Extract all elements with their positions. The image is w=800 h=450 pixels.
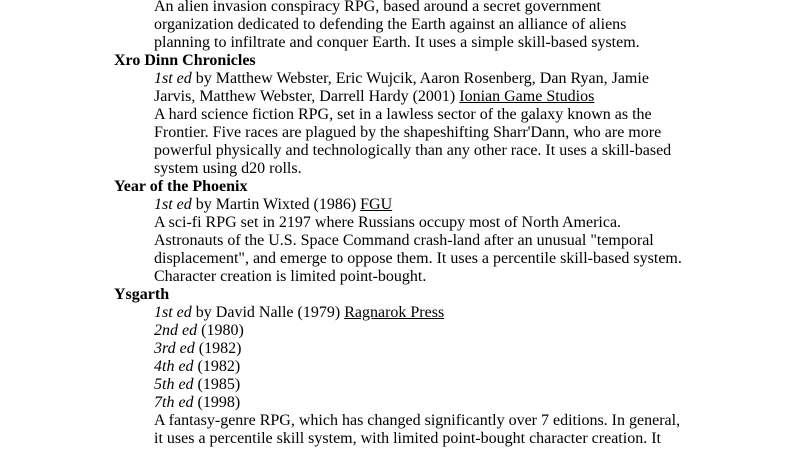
edition-credit-line	[154, 88, 694, 106]
edition-year: (1998)	[193, 394, 241, 411]
edition-line	[154, 394, 694, 412]
description-line: it uses a percentile skill system, with limited point-bought character creation. It	[154, 430, 661, 447]
description-line: A hard science fiction RPG, set in a lawless sector of the galaxy known as the	[154, 106, 652, 123]
credits-text: by David Nalle (1979)	[191, 304, 345, 321]
description-line: A fantasy-genre RPG, which has changed significantly over 7 editions. In general,	[154, 412, 681, 429]
edition-label: 2nd ed	[154, 322, 198, 339]
edition-label: 3rd ed	[154, 340, 195, 357]
description-line: Astronauts of the U.S. Space Command crash-land after an unusual "temporal	[154, 232, 654, 249]
entry-description	[154, 0, 694, 52]
description-line: system using d20 rolls.	[154, 160, 302, 177]
edition-line	[154, 340, 694, 358]
entry-body	[154, 196, 694, 286]
edition-year: (1980)	[197, 322, 244, 339]
description-line: displacement", and emerge to oppose them. It uses a percentile skill-based system.	[154, 250, 682, 267]
edition-line	[154, 322, 694, 340]
edition-label: 4th ed	[154, 358, 194, 375]
credits-text: by Martin Wixted (1986)	[191, 196, 361, 213]
description-line: An alien invasion conspiracy RPG, based around a secret government	[154, 0, 601, 15]
edition-credit-line	[154, 304, 694, 322]
description-line: planning to infiltrate and conquer Earth. It uses a simple skill-based system.	[154, 34, 640, 51]
description-line: Character creation is limited point-bought.	[154, 268, 427, 285]
edition-label: 5th ed	[154, 376, 194, 393]
credits-text: Jarvis, Matthew Webster, Darrell Hardy (2001)	[154, 88, 460, 105]
edition-label: 1st ed	[154, 304, 192, 321]
edition-label: 1st ed	[154, 70, 192, 87]
edition-year: (1982)	[194, 340, 242, 357]
entry-body	[154, 304, 694, 448]
edition-credit-line	[154, 196, 694, 214]
edition-label: 1st ed	[154, 196, 192, 213]
entry-title: Ysgarth	[114, 286, 170, 303]
description-line: organization dedicated to defending the Earth against an alliance of aliens	[154, 16, 627, 33]
publisher-link[interactable]: Ragnarok Press	[344, 304, 445, 321]
description-line: Frontier. Five races are plagued by the shapeshifting Sharr'Dann, who are more	[154, 124, 662, 141]
edition-label: 7th ed	[154, 394, 194, 411]
entry-title: Year of the Phoenix	[114, 178, 248, 195]
publisher-link[interactable]: Ionian Game Studios	[459, 88, 595, 105]
edition-credit-line	[154, 70, 694, 88]
edition-line	[154, 376, 694, 394]
credits-text: by Matthew Webster, Eric Wujcik, Aaron Rosenberg, Dan Ryan, Jamie	[191, 70, 649, 87]
edition-year: (1985)	[193, 376, 241, 393]
edition-year: (1982)	[193, 358, 241, 375]
description-line: A sci-fi RPG set in 2197 where Russians occupy most of North America.	[154, 214, 622, 231]
publisher-link[interactable]: FGU	[360, 196, 393, 213]
edition-line	[154, 358, 694, 376]
description-line: powerful physically and technologically than any other race. It uses a skill-based	[154, 142, 672, 159]
entry-body	[154, 70, 694, 178]
entry-title: Xro Dinn Chronicles	[114, 52, 256, 69]
